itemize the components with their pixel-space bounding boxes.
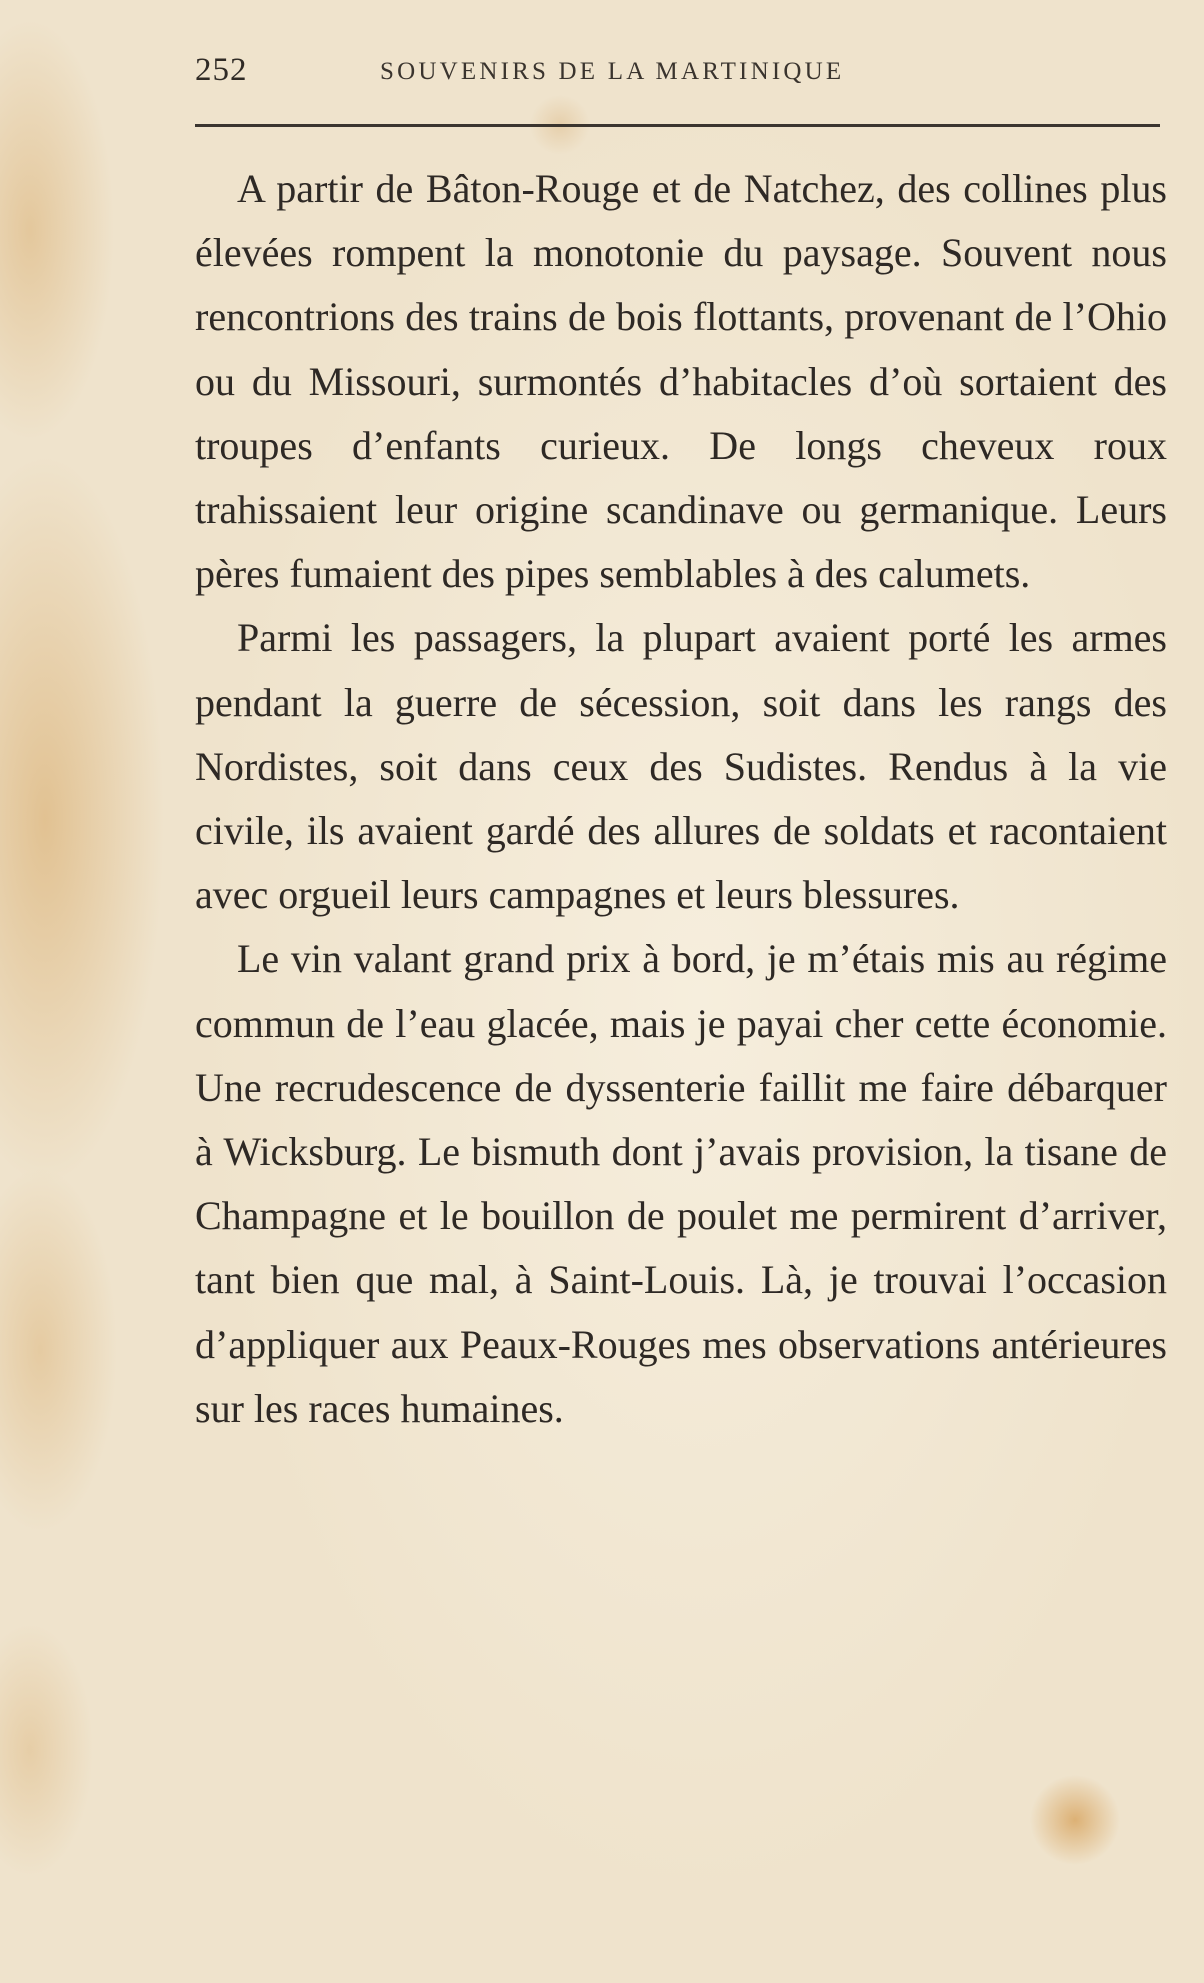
paragraph: Le vin valant grand prix à bord, je m’étais mis au régime commun de l’eau glacée, mais je payai cher cette économie. Une recrudescence de dyssenterie faillit me faire débarquer à Wicksburg. Le bismuth dont j’avais provision, la tisane de Champagne et le bouillon de poulet me permirent d’arriver, tant bien que mal, à Saint-Louis. Là, je trouvai l’occasion d’appliquer aux Peaux-Rouges mes observations antérieures sur les races humaines. (195, 936, 1167, 1431)
body-text (195, 157, 1167, 1441)
page-header (195, 52, 1160, 102)
header-rule (195, 124, 1160, 127)
page-number: 252 (195, 52, 248, 88)
running-title: SOUVENIRS DE LA MARTINIQUE (380, 58, 845, 85)
paragraph: Parmi les passagers, la plupart avaient porté les armes pendant la guerre de sécession, soit dans les rangs des Nordistes, soit dans ceux des Sudistes. Rendus à la vie civile, ils avaient gardé des allures de soldats et racontaient avec orgueil leurs campagnes et leurs blessures. (195, 615, 1167, 918)
paragraph: A partir de Bâton-Rouge et de Natchez, des collines plus élevées rompent la monotonie du paysage. Souvent nous rencontrions des trains de bois flottants, provenant de l’Ohio ou du Missouri, surmontés d’habitacles d’où sortaient des troupes d’enfants curieux. De longs cheveux roux trahissaient leur origine scandinave ou germanique. Leurs pères fumaient des pipes semblables à des calumets. (195, 166, 1167, 597)
